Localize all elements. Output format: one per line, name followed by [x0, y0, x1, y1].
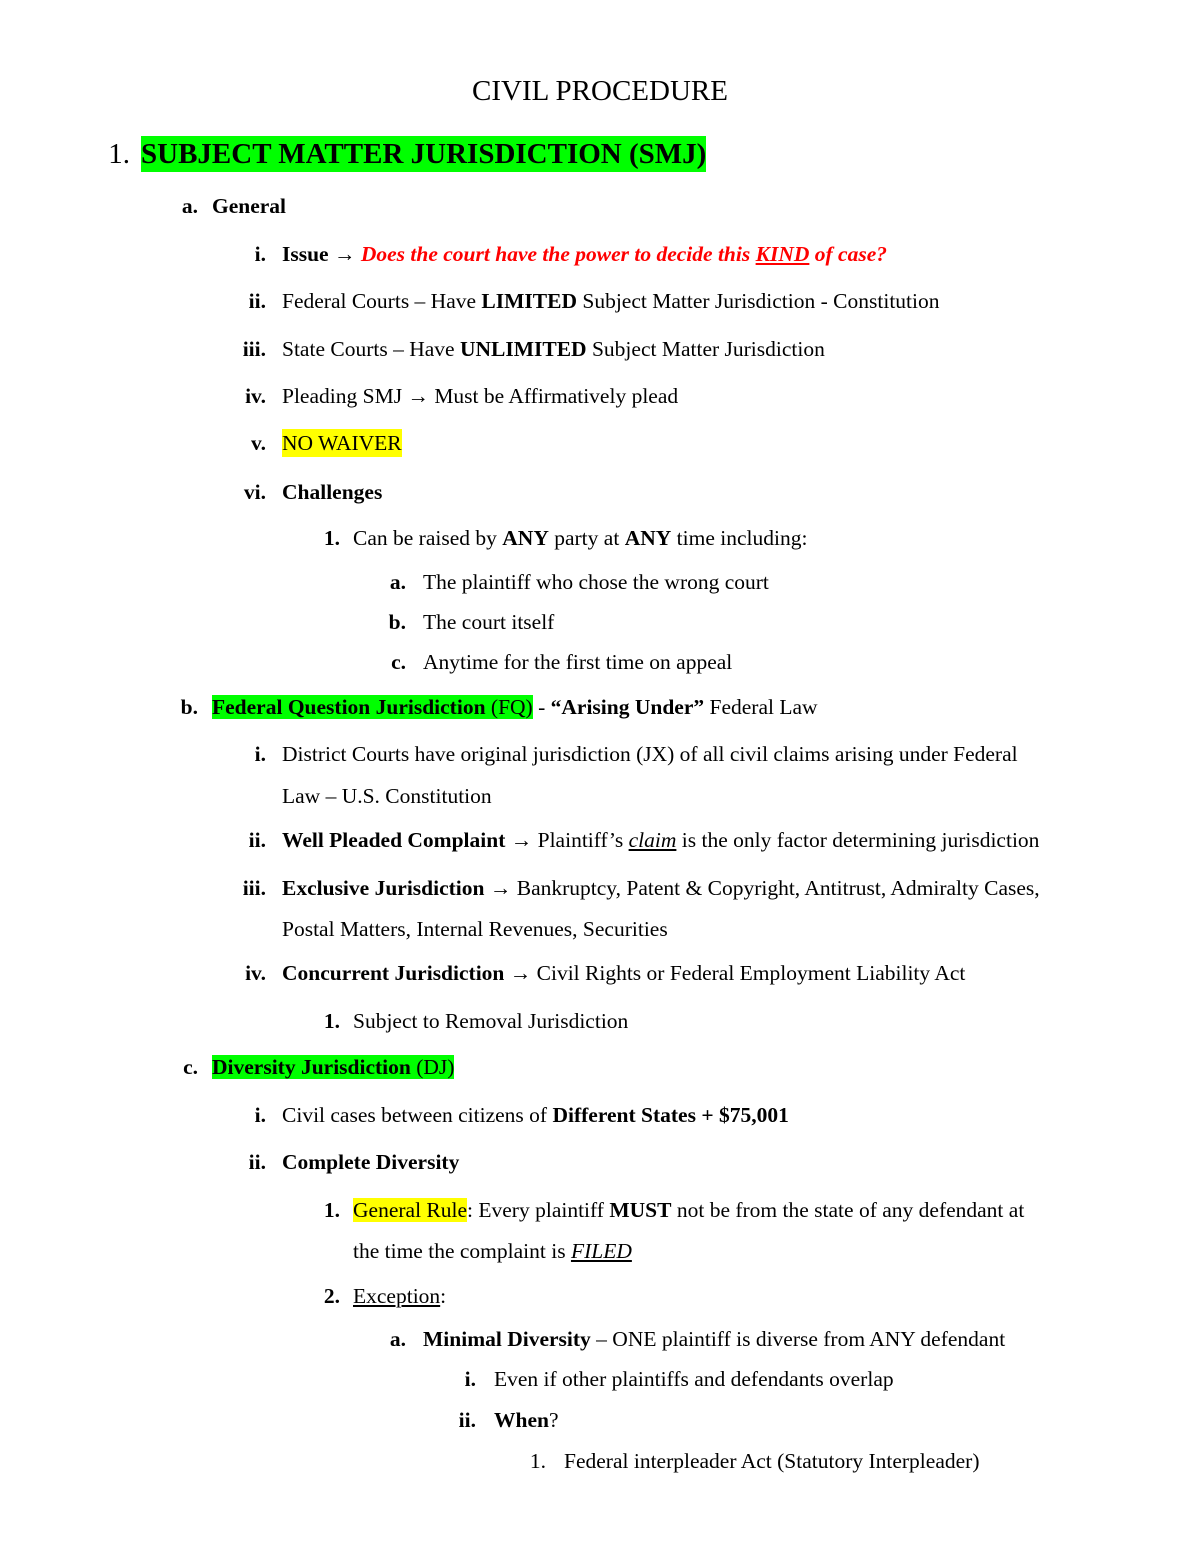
arrow-icon: → [333, 242, 356, 266]
arrow-icon: → [509, 961, 532, 985]
arrow-icon: → [489, 876, 512, 900]
page-title: CIVIL PROCEDURE [472, 75, 728, 107]
arrow-icon: → [407, 384, 429, 408]
arrow-icon: → [510, 828, 533, 852]
